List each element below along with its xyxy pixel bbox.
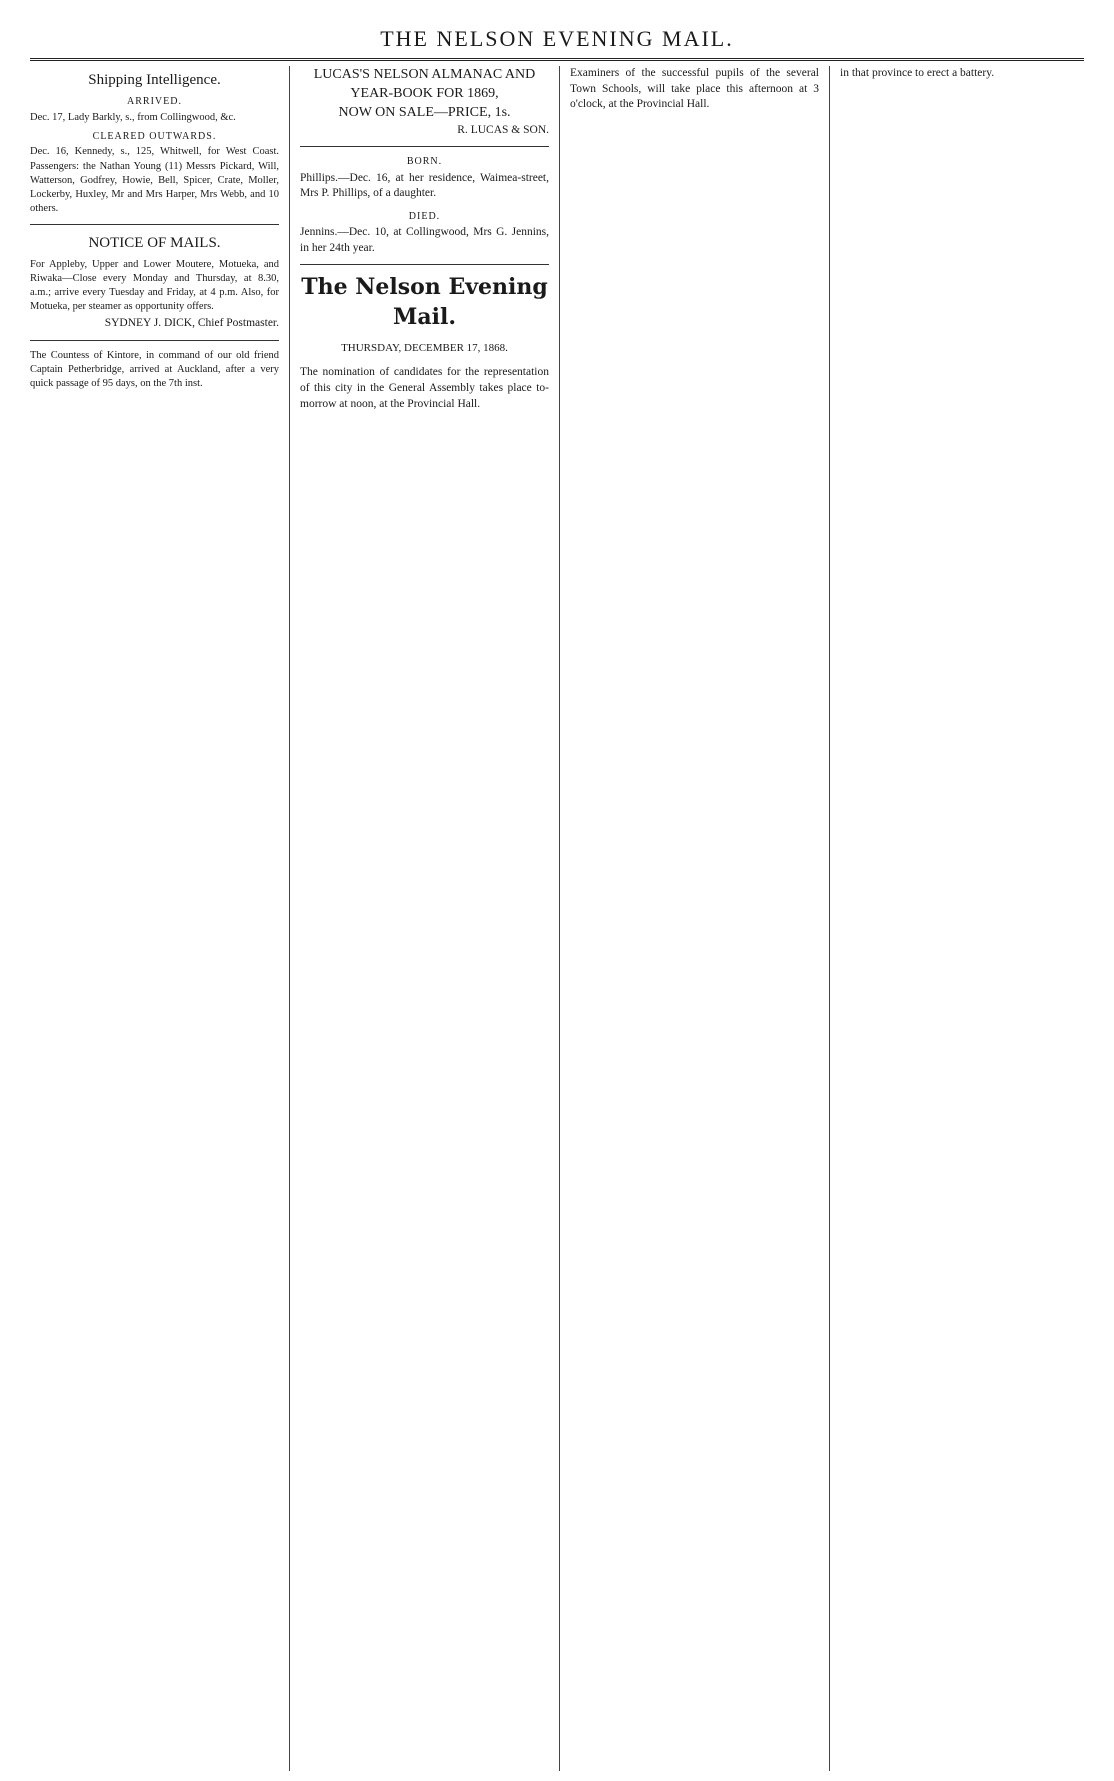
masthead-bar: [0, 0, 1114, 64]
column-2: LUCAS'S NELSON ALMANAC AND YEAR-BOOK FOR 1869, NOW ON SALE—PRICE, 1s. R. LUCAS & SON. BORN. Phillips.—Dec. 16, at her residence, Waimea-street, Mrs P. Phillips, of a daughter. DIED. Jennins.—Dec. 10, at Collingwood, Mrs G. Jennins, in her 24th year. The Nelson Evening Mail. THURSDAY, DECEMBER 17, 1868. The nomination of candidates for the representation of this city in the General Assembly takes place to-morrow at noon, at the Provincial Hall.: [290, 66, 560, 1771]
shipping-title: Shipping Intelligence.: [88, 72, 221, 88]
page-title: THE NELSON EVENING MAIL.: [380, 26, 734, 51]
column-1: Shipping Intelligence. ARRIVED. Dec. 17, Lady Barkly, s., from Collingwood, &c. CLEARED OUTWARDS. Dec. 16, Kennedy, s., 125, Whitwell, for West Coast. Passengers: the Nathan Young (11) Messrs Pickard, Will, Watterson, Godfrey, Howie, Bell, Spicer, Crate, Moller, Lockerby, Huxley, Mr and Mrs Harper, Mrs Webb, and 10 others. NOTICE OF MAILS. For Appleby, Upper and Lower Moutere, Motueka, and Riwaka—Close every Monday and Thursday, at 8.30, a.m.; arrive every Tuesday and Friday, at 4 p.m. Also, for Motueka, per steamer as opportunity offers. SYDNEY J. DICK, Chief Postmaster. The Countess of Kintore, in command of our old friend Captain Petherbridge, arrived at Auckland, after a very quick passage of 95 days, on the 7th inst.: [20, 66, 290, 1771]
column-3: Examiners of the successful pupils of the several Town Schools, will take place this afternoon at 3 o'clock, at the Provincial Hall.: [560, 66, 830, 1771]
columns: [20, 66, 1100, 1771]
column-4: in that province to erect a battery.: [840, 67, 995, 79]
